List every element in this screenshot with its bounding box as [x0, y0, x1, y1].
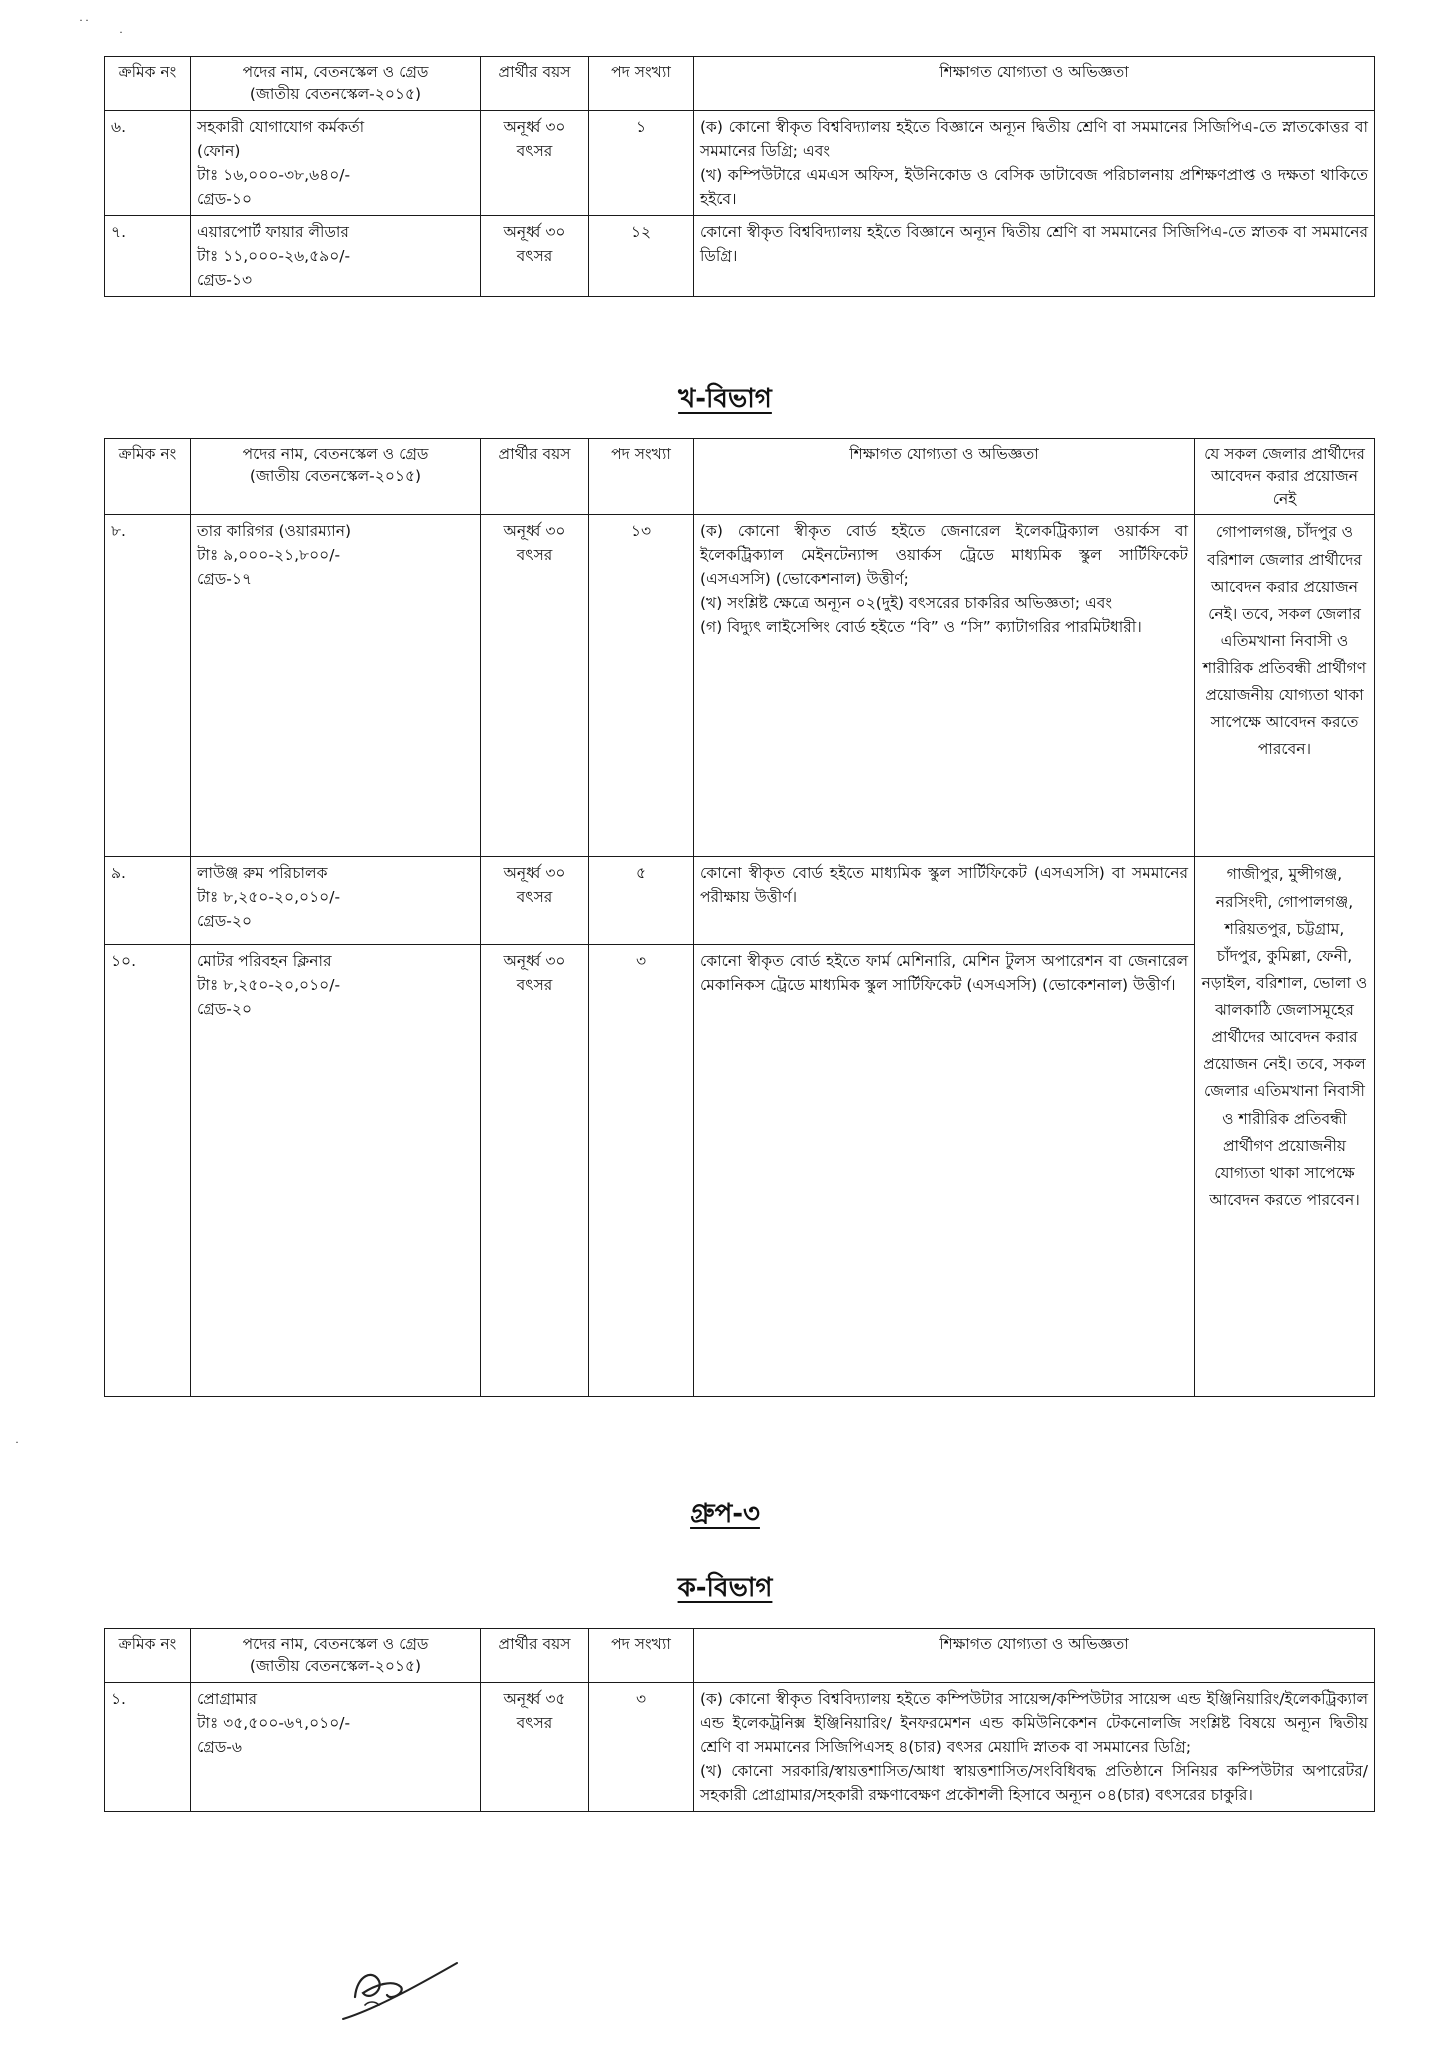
- posts-table-3: [104, 1628, 1375, 1812]
- group-title: গ্রুপ-৩: [690, 1499, 760, 1529]
- table-row: [105, 1682, 1375, 1811]
- count-cell: ৩: [589, 1682, 694, 1811]
- count-cell: ১: [589, 110, 694, 215]
- serial-cell: ১০.: [105, 945, 191, 1397]
- qualification-cell: (ক) কোনো স্বীকৃত বিশ্ববিদ্যালয় হইতে কম্পিউটার সায়েন্স/কম্পিউটার সায়েন্স এন্ড ইঞ্জিনিয়ারিং/ইলেকট্রিক্যাল এন্ড ইলেকট্রনিক্স ইঞ্জিনিয়ারিং/ ইনফরমেশন এন্ড কমিউনিকেশন টেকনোলজি সংশ্লিষ্ট বিষয়ে অন্যূন দ্বিতীয় শ্রেণি বা সমমানের সিজিপিএসহ ৪(চার) বৎসর মেয়াদি স্নাতক বা সমমানের ডিগ্রি; (খ) কোনো সরকারি/স্বায়ত্তশাসিত/আধা স্বায়ত্তশাসিত/সংবিধিবদ্ধ প্রতিষ্ঠানে সিনিয়র কম্পিউটার অপারেটর/সহকারী প্রোগ্রামার/সহকারী রক্ষণাবেক্ষণ প্রকৌশলী হিসাবে অন্যূন ০৪(চার) বৎসরের চাকুরি।: [694, 1682, 1375, 1811]
- table-row: [105, 515, 1375, 857]
- col-header-qualification: শিক্ষাগত যোগ্যতা ও অভিজ্ঞতা: [694, 1629, 1375, 1683]
- col-header-post: পদের নাম, বেতনস্কেল ও গ্রেড (জাতীয় বেতনস্কেল-২০১৫): [191, 1629, 481, 1683]
- table-row: [105, 216, 1375, 297]
- districts-cell: গোপালগঞ্জ, চাঁদপুর ও বরিশাল জেলার প্রার্থীদের আবেদন করার প্রয়োজন নেই। তবে, সকল জেলার এতিমখানা নিবাসী ও শারীরিক প্রতিবন্ধী প্রার্থীগণ প্রয়োজনীয় যোগ্যতা থাকা সাপেক্ষে আবেদন করতে পারবেন।: [1195, 515, 1375, 857]
- table-row: [105, 110, 1375, 215]
- post-cell: লাউঞ্জ রুম পরিচালক টাঃ ৮,২৫০-২০,০১০/- গ্রেড-২০: [191, 857, 481, 945]
- section-title-kha: খ-বিভাগ: [678, 384, 772, 414]
- serial-cell: ৯.: [105, 857, 191, 945]
- signature-mark: [335, 1935, 475, 2025]
- scan-mark: ˙: [118, 30, 124, 44]
- post-cell: সহকারী যোগাযোগ কর্মকর্তা (ফোন) টাঃ ১৬,০০০-৩৮,৬৪০/- গ্রেড-১০: [191, 110, 481, 215]
- col-header-serial: ক্রমিক নং: [105, 439, 191, 515]
- scan-mark: ˙: [14, 1440, 20, 1454]
- col-header-post: পদের নাম, বেতনস্কেল ও গ্রেড (জাতীয় বেতনস্কেল-২০১৫): [191, 57, 481, 111]
- table-row: [105, 945, 1375, 1397]
- serial-cell: ৮.: [105, 515, 191, 857]
- post-cell: মোটর পরিবহন ক্লিনার টাঃ ৮,২৫০-২০,০১০/- গ্রেড-২০: [191, 945, 481, 1397]
- post-cell: তার কারিগর (ওয়ারম্যান) টাঃ ৯,০০০-২১,৮০০/- গ্রেড-১৭: [191, 515, 481, 857]
- age-cell: অনূর্ধ্ব ৩০ বৎসর: [481, 515, 589, 857]
- post-cell: এয়ারপোর্ট ফায়ার লীডার টাঃ ১১,০০০-২৬,৫৯০/- গ্রেড-১৩: [191, 216, 481, 297]
- posts-table-1: [104, 56, 1375, 297]
- table-header-row: [105, 57, 1375, 111]
- post-cell: প্রোগ্রামার টাঃ ৩৫,৫০০-৬৭,০১০/- গ্রেড-৬: [191, 1682, 481, 1811]
- serial-cell: ১.: [105, 1682, 191, 1811]
- table-header-row: [105, 439, 1375, 515]
- age-cell: অনূর্ধ্ব ৩০ বৎসর: [481, 216, 589, 297]
- age-cell: অনূর্ধ্ব ৩০ বৎসর: [481, 857, 589, 945]
- col-header-age: প্রার্থীর বয়স: [481, 57, 589, 111]
- qualification-cell: (ক) কোনো স্বীকৃত বিশ্ববিদ্যালয় হইতে বিজ্ঞানে অন্যূন দ্বিতীয় শ্রেণি বা সমমানের সিজিপিএ-তে স্নাতকোত্তর বা সমমানের ডিগ্রি; এবং (খ) কম্পিউটারে এমএস অফিস, ইউনিকোড ও বেসিক ডাটাবেজ পরিচালনায় প্রশিক্ষণপ্রাপ্ত ও দক্ষতা থাকিতে হইবে।: [694, 110, 1375, 215]
- serial-cell: ৭.: [105, 216, 191, 297]
- table-header-row: [105, 1629, 1375, 1683]
- serial-cell: ৬.: [105, 110, 191, 215]
- col-header-qualification: শিক্ষাগত যোগ্যতা ও অভিজ্ঞতা: [694, 439, 1195, 515]
- count-cell: ৫: [589, 857, 694, 945]
- age-cell: অনূর্ধ্ব ৩০ বৎসর: [481, 110, 589, 215]
- col-header-count: পদ সংখ্যা: [589, 1629, 694, 1683]
- count-cell: ৩: [589, 945, 694, 1397]
- col-header-serial: ক্রমিক নং: [105, 1629, 191, 1683]
- qualification-cell: কোনো স্বীকৃত বোর্ড হইতে মাধ্যমিক স্কুল সার্টিফিকেট (এসএসসি) বা সমমানের পরীক্ষায় উত্তীর্ণ।: [694, 857, 1195, 945]
- col-header-count: পদ সংখ্যা: [589, 57, 694, 111]
- qualification-cell: কোনো স্বীকৃত বোর্ড হইতে ফার্ম মেশিনারি, মেশিন টুলস অপারেশন বা জেনারেল মেকানিকস ট্রেডে মাধ্যমিক স্কুল সার্টিফিকেট (এসএসসি) (ভোকেশনাল) উত্তীর্ণ।: [694, 945, 1195, 1397]
- col-header-districts: যে সকল জেলার প্রার্থীদের আবেদন করার প্রয়োজন নেই: [1195, 439, 1375, 515]
- col-header-age: প্রার্থীর বয়স: [481, 439, 589, 515]
- col-header-serial: ক্রমিক নং: [105, 57, 191, 111]
- col-header-count: পদ সংখ্যা: [589, 439, 694, 515]
- count-cell: ১২: [589, 216, 694, 297]
- col-header-qualification: শিক্ষাগত যোগ্যতা ও অভিজ্ঞতা: [694, 57, 1375, 111]
- col-header-age: প্রার্থীর বয়স: [481, 1629, 589, 1683]
- qualification-cell: (ক) কোনো স্বীকৃত বোর্ড হইতে জেনারেল ইলেকট্রিক্যাল ওয়ার্কস বা ইলেকট্রিক্যাল মেইনটেন্যান্স ওয়ার্কস ট্রেডে মাধ্যমিক স্কুল সার্টিফিকেট (এসএসসি) (ভোকেশনাল) উত্তীর্ণ; (খ) সংশ্লিষ্ট ক্ষেত্রে অন্যূন ০২(দুই) বৎসরের চাকরির অভিজ্ঞতা; এবং (গ) বিদ্যুৎ লাইসেন্সিং বোর্ড হইতে “বি” ও “সি” ক্যাটাগরির পারমিটধারী।: [694, 515, 1195, 857]
- scan-mark: ˙˙: [78, 18, 90, 32]
- count-cell: ১৩: [589, 515, 694, 857]
- age-cell: অনূর্ধ্ব ৩০ বৎসর: [481, 945, 589, 1397]
- qualification-cell: কোনো স্বীকৃত বিশ্ববিদ্যালয় হইতে বিজ্ঞানে অন্যূন দ্বিতীয় শ্রেণি বা সমমানের সিজিপিএ-তে স্নাতক বা সমমানের ডিগ্রি।: [694, 216, 1375, 297]
- table-row: [105, 857, 1375, 945]
- section-title-ka: ক-বিভাগ: [677, 1573, 773, 1603]
- districts-cell: গাজীপুর, মুন্সীগঞ্জ, নরসিংদী, গোপালগঞ্জ, শরিয়তপুর, চট্টগ্রাম, চাঁদপুর, কুমিল্লা, ফেনী, নড়াইল, বরিশাল, ভোলা ও ঝালকাঠি জেলাসমূহের প্রার্থীদের আবেদন করার প্রয়োজন নেই। তবে, সকল জেলার এতিমখানা নিবাসী ও শারীরিক প্রতিবন্ধী প্রার্থীগণ প্রয়োজনীয় যোগ্যতা থাকা সাপেক্ষে আবেদন করতে পারবেন।: [1195, 857, 1375, 1397]
- age-cell: অনূর্ধ্ব ৩৫ বৎসর: [481, 1682, 589, 1811]
- col-header-post: পদের নাম, বেতনস্কেল ও গ্রেড (জাতীয় বেতনস্কেল-২০১৫): [191, 439, 481, 515]
- posts-table-2: [104, 438, 1375, 1397]
